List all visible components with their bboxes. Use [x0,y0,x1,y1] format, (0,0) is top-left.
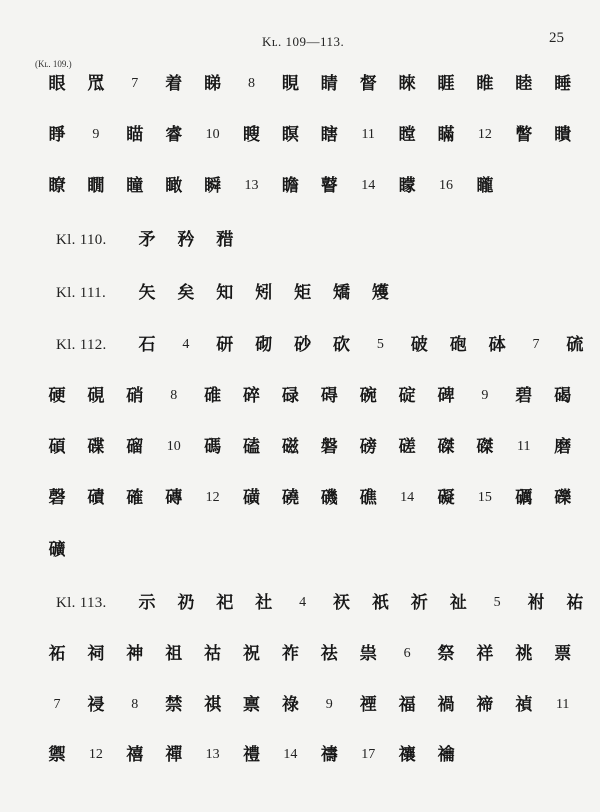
character: 睚 [437,74,455,94]
section-label: Kl. 113. [56,595,107,611]
text-line [0,641,600,671]
character: 矠 [216,230,234,250]
character: 着 [165,74,183,94]
stroke-count: 17 [361,747,376,762]
page-number: 25 [549,30,564,46]
character: 碑 [437,386,455,406]
character: 碧 [515,386,533,406]
character: 碩 [48,437,66,457]
character: 瞠 [398,125,416,145]
stroke-count: 9 [481,388,489,403]
stroke-count: 10 [205,127,220,142]
stroke-count: 4 [299,595,307,610]
text-line [0,590,600,620]
character: 瞞 [437,125,455,145]
stroke-count: 13 [244,178,259,193]
character: 磔 [437,437,455,457]
text-line [0,280,600,310]
character: 碌 [281,386,299,406]
stroke-count: 14 [400,490,415,505]
stroke-count: 9 [92,127,100,142]
character: 硯 [87,386,105,406]
character: 矜 [177,230,195,250]
character: 睦 [515,74,533,94]
character: 祏 [48,644,66,664]
character: 矓 [476,176,494,196]
stroke-count: 5 [376,337,384,352]
character: 矢 [138,283,156,303]
text-line [0,537,600,567]
character: 福 [398,695,416,715]
stroke-count: 9 [325,697,333,712]
stroke-count: 10 [166,439,181,454]
character: 瞯 [87,176,105,196]
character: 禀 [243,695,260,715]
header-range: Kʟ. 109—113. [262,34,345,49]
character: 礁 [359,488,377,508]
stroke-count: 8 [131,697,139,712]
character: 祐 [566,593,584,613]
character: 矧 [255,283,273,303]
character: 禘 [476,695,494,715]
character: 砍 [333,335,350,355]
character: 礦 [48,540,66,560]
character: 硬 [48,386,66,406]
character: 研 [216,335,234,355]
character: 磬 [48,488,66,508]
character: 矱 [371,283,389,303]
stroke-count: 15 [477,490,492,505]
character: 睇 [204,74,222,94]
character: 知 [216,283,234,303]
character: 瞬 [204,176,222,196]
character: 破 [410,335,428,355]
character: 禍 [437,695,455,715]
character: 碗 [359,386,377,406]
stroke-count: 13 [205,747,220,762]
character: 瞑 [281,125,299,145]
character: 祉 [449,593,467,613]
character: 睞 [398,74,416,94]
text-line [0,71,600,101]
character: 睍 [281,74,299,94]
character: 瞍 [243,125,260,145]
character: 睢 [476,74,494,94]
stroke-count: 7 [131,76,139,91]
character: 碇 [398,386,416,406]
character: 禴 [437,745,455,765]
text-line [0,742,600,772]
character: 砵 [488,335,506,355]
text-line [0,173,600,203]
stroke-count: 14 [361,178,376,193]
character: 磕 [243,437,260,457]
character: 祆 [333,593,350,613]
stroke-count: 6 [403,646,411,661]
character: 祲 [87,695,105,715]
character: 禱 [320,745,338,765]
running-tag: (Kʟ. 109.) [35,59,72,69]
character: 睜 [48,125,66,145]
stroke-count: 12 [88,747,103,762]
character: 祺 [204,695,222,715]
character: 示 [138,593,156,613]
character: 票 [554,644,572,664]
text-line [0,122,600,152]
character: 神 [126,644,144,664]
text-line [0,227,600,257]
character: 磽 [281,488,299,508]
character: 硫 [566,335,584,355]
text-line [0,434,600,464]
character: 碟 [87,437,105,457]
character: 確 [126,488,144,508]
character: 祥 [476,644,494,664]
character: 碍 [320,386,338,406]
character: 碎 [243,386,260,406]
character: 禧 [126,745,144,765]
character: 磺 [243,488,260,508]
character: 矛 [138,230,156,250]
character: 磨 [554,437,572,457]
character: 祚 [281,644,299,664]
character: 砲 [449,335,467,355]
character: 碣 [554,386,572,406]
character: 瞽 [320,176,338,196]
character: 瞎 [320,125,338,145]
character: 祀 [216,593,234,613]
character: 磔 [476,437,494,457]
character: 礽 [177,593,195,613]
character: 砌 [255,335,273,355]
text-line [0,692,600,722]
character: 矯 [333,283,350,303]
character: 督 [359,74,377,94]
character: 禎 [515,695,533,715]
stroke-count: 4 [182,337,190,352]
character: 瞥 [515,125,533,145]
stroke-count: 14 [283,747,298,762]
stroke-count: 7 [53,697,61,712]
character: 碓 [204,386,222,406]
character: 礪 [515,488,533,508]
character: 眼 [48,74,66,94]
character: 瞰 [165,176,183,196]
character: 祔 [527,593,545,613]
character: 祭 [437,644,455,664]
character: 磯 [320,488,338,508]
character: 祛 [320,644,338,664]
stroke-count: 11 [555,697,570,712]
character: 祜 [204,644,222,664]
character: 砂 [294,335,312,355]
character: 瞶 [554,125,572,145]
section-label: Kl. 110. [56,232,107,248]
character: 罛 [87,74,105,94]
character: 祠 [87,644,105,664]
character: 祟 [359,644,377,664]
character: 瞻 [281,176,299,196]
character: 禪 [165,745,183,765]
text-line [0,332,600,362]
character: 磚 [165,488,183,508]
character: 祝 [243,644,260,664]
character: 祇 [371,593,389,613]
character: 瞳 [126,176,144,196]
character: 礙 [437,488,455,508]
character: 瞭 [48,176,66,196]
character: 祖 [165,644,183,664]
character: 禦 [48,745,66,765]
character: 碼 [204,437,222,457]
stroke-count: 12 [205,490,220,505]
character: 矩 [294,283,312,303]
stroke-count: 12 [477,127,492,142]
stroke-count: 7 [532,337,540,352]
character: 禋 [359,695,377,715]
character: 睡 [554,74,572,94]
character: 禮 [243,745,260,765]
text-line [0,485,600,515]
stroke-count: 8 [248,76,255,91]
character: 睛 [320,74,338,94]
character: 礫 [554,488,572,508]
character: 社 [255,593,273,613]
character: 禳 [398,745,416,765]
character: 祧 [515,644,533,664]
character: 磂 [126,437,144,457]
character: 磅 [359,437,377,457]
character: 磐 [320,437,338,457]
stroke-count: 11 [517,439,531,454]
character: 睿 [165,125,183,145]
stroke-count: 11 [361,127,375,142]
character: 磁 [281,437,299,457]
character: 祿 [281,695,299,715]
character: 祈 [410,593,428,613]
character: 石 [138,335,156,355]
character: 磋 [398,437,416,457]
section-label: Kl. 112. [56,337,107,353]
character: 磧 [87,488,105,508]
stroke-count: 16 [439,178,453,193]
section-label: Kl. 111. [56,285,107,301]
stroke-count: 8 [170,388,178,403]
text-line [0,383,600,413]
character: 矇 [398,176,416,196]
character: 矣 [177,283,195,303]
stroke-count: 5 [493,595,501,610]
character: 瞄 [126,125,144,145]
character: 硝 [126,386,144,406]
character: 禁 [165,695,183,715]
